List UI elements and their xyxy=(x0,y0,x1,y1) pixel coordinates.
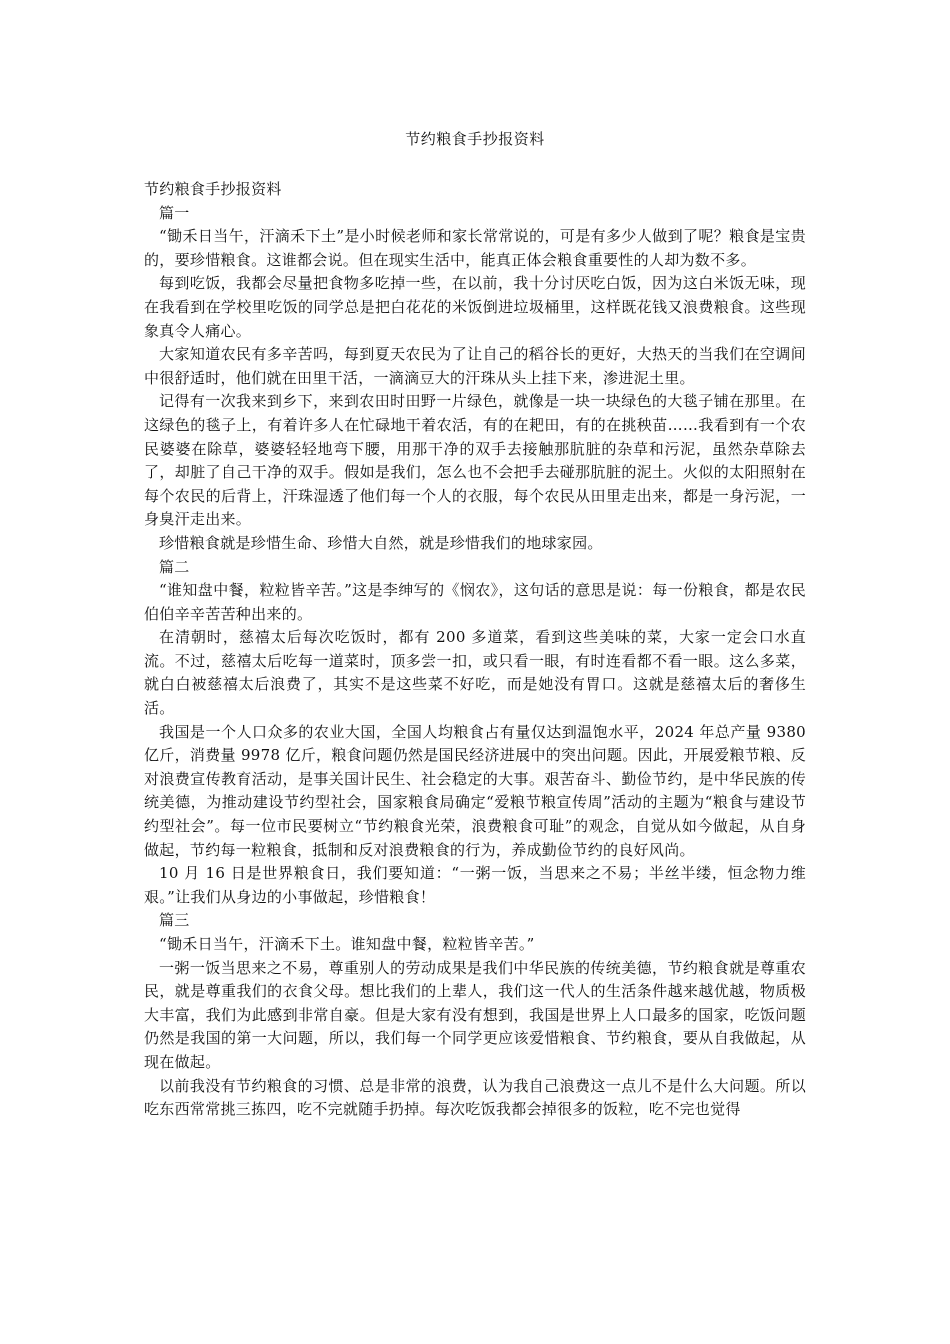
paragraph: 在清朝时，慈禧太后每次吃饭时，都有 200 多道菜，看到这些美味的菜，大家一定会口水直流。不过，慈禧太后吃每一道菜时，顶多尝一扣，或只看一眼，有时连看都不看一眼。这么多菜，就白白被慈禧太后浪费了，其实不是这些菜不好吃，而是她没有胃口。这就是慈禧太后的奢侈生活。 xyxy=(144,628,806,718)
section-heading-2: 篇二 xyxy=(159,557,190,576)
paragraph: 一粥一饭当思来之不易，尊重别人的劳动成果是我们中华民族的传统美德，节约粮食就是尊重农民，就是尊重我们的衣食父母。想比我们的上辈人，我们这一代人的生活条件越来越优越，物质极大丰富，我们为此感到非常自豪。但是大家有没有想到，我国是世界上人口最多的国家，吃饭问题仍然是我国的第一大问题，所以，我们每一个同学更应该爱惜粮食、节约粮食，要从自我做起，从现在做起。 xyxy=(144,958,806,1071)
paragraph: 大家知道农民有多辛苦吗，每到夏天农民为了让自己的稻谷长的更好，大热天的当我们在空调间中很舒适时，他们就在田里干活，一滴滴豆大的汗珠从头上挂下来，渗进泥土里。 xyxy=(144,345,806,387)
paragraph: 我国是一个人口众多的农业大国，全国人均粮食占有量仅达到温饱水平，2024 年总产量 9380 亿斤，消费量 9978 亿斤，粮食问题仍然是国民经济进展中的突出问题。因此，开展爱粮节粮、反对浪费宣传教育活动，是事关国计民生、社会稳定的大事。艰苦奋斗、勤俭节约，是中华民族的传统美德，为推动建设节约型社会，国家粮食局确定“爱粮节粮宣传周”活动的主题为“粮食与建设节约型社会”。每一位市民要树立“节约粮食光荣，浪费粮食可耻”的观念，自觉从如今做起，从自身做起，节约每一粒粮食，抵制和反对浪费粮食的行为，养成勤俭节约的良好风尚。 xyxy=(144,722,806,859)
paragraph: 以前我没有节约粮食的习惯、总是非常的浪费，认为我自己浪费这一点儿不是什么大问题。所以吃东西常常挑三拣四，吃不完就随手扔掉。每次吃饭我都会掉很多的饭粒，吃不完也觉得 xyxy=(144,1076,806,1119)
document-subtitle: 节约粮食手抄报资料 xyxy=(144,180,282,198)
section-heading-3: 篇三 xyxy=(159,911,190,930)
page-title: 节约粮食手抄报资料 xyxy=(405,130,545,148)
paragraph: “谁知盘中餐，粒粒皆辛苦。”这是李绅写的《悯农》，这句话的意思是说：每一份粮食，都是农民伯伯辛辛苦苦种出来的。 xyxy=(144,581,806,623)
section-heading-1: 篇一 xyxy=(159,203,190,222)
paragraph: 每到吃饭，我都会尽量把食物多吃掉一些，在以前，我十分讨厌吃白饭，因为这白米饭无味，现在我看到在学校里吃饭的同学总是把白花花的米饭倒进垃圾桶里，这样既花钱又浪费粮食。这些现象真令人痛心。 xyxy=(144,274,806,340)
paragraph: “锄禾日当午，汗滴禾下土”是小时候老师和家长常常说的，可是有多少人做到了呢？粮食是宝贵的，要珍惜粮食。这谁都会说。但在现实生活中，能真正体会粮食重要性的人却为数不多。 xyxy=(144,227,806,269)
document-body xyxy=(144,178,806,1122)
paragraph: 10 月 16 日是世界粮食日，我们要知道：“一粥一饭，当思来之不易；半丝半缕，恒念物力维艰。”让我们从身边的小事做起，珍惜粮食！ xyxy=(144,864,806,906)
paragraph: 记得有一次我来到乡下，来到农田时田野一片绿色，就像是一块一块绿色的大毯子铺在那里。在这绿色的毯子上，有着许多人在忙碌地干着农活，有的在耙田，有的在挑秧苗……我看到有一个农民婆婆在除草，婆婆轻轻地弯下腰，用那干净的双手去接触那肮脏的杂草和污泥，虽然杂草除去了，却脏了自己干净的双手。假如是我们，怎么也不会把手去碰那肮脏的泥土。火似的太阳照射在每个农民的后背上，汗珠湿透了他们每一个人的衣服，每个农民从田里走出来，都是一身污泥，一身臭汗走出来。 xyxy=(144,392,806,529)
paragraph: “锄禾日当午，汗滴禾下土。谁知盘中餐，粒粒皆辛苦。” xyxy=(159,935,535,953)
paragraph: 珍惜粮食就是珍惜生命、珍惜大自然，就是珍惜我们的地球家园。 xyxy=(159,533,603,552)
